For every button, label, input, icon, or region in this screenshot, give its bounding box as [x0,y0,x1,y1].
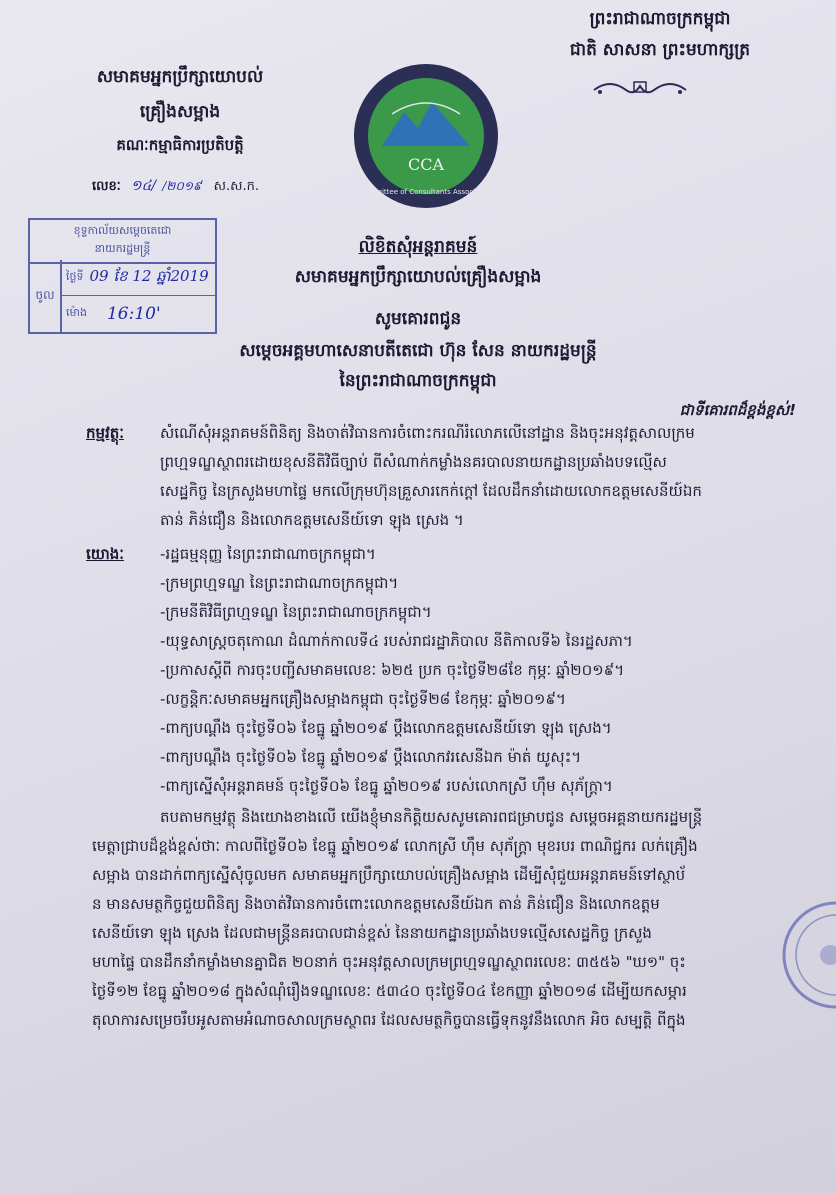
addressee-name: សម្តេចអគ្គមហាសេនាបតីតេជោ ហ៊ុន សែន នាយករដ្ឋមន្ត្រី [239,341,597,361]
body-line: តបតាមកម្មវត្ថុ និងយោងខាងលើ យើងខ្ញុំមានកិត្តិយសសូមគោរពជម្រាបជូន សម្តេចអគ្គនាយករដ្ឋមន្ត្រី [160,808,703,826]
body-line: ថ្ងៃទី១២ ខែធ្នូ ឆ្នាំ២០១៨ ក្នុងសំណុំរឿងទណ្ឌលេខៈ ៥៣៤០ ចុះថ្ងៃទី០៤ ខែកញ្ញា ឆ្នាំ២០១៨ ដើម្បីយកសម្ភារ [92,982,687,1000]
addressee-country: នៃព្រះរាជាណាចក្រកម្ពុជា [339,371,497,391]
reference-year: /២០១៩ [162,179,202,193]
logo-label: CCA [407,155,445,174]
org-header [60,66,300,158]
stamp-time-label: ម៉ោង [66,305,87,319]
stamp-date-value: 09 ខែ 12 ឆ្នាំ2019 [89,266,209,285]
subject-line: ព្រហ្មទណ្ឌស្ថាពរដោយខុសនីតិវិធីច្បាប់ ពីសំណាក់កម្លាំងនគរបាលនាយកដ្ឋានប្រឆាំងបទល្មើស [160,453,667,471]
reference-item: -ពាក្យស្នើសុំអន្តរាគមន៍ ចុះថ្ងៃទី០៦ ខែធ្នូ ឆ្នាំ២០១៩ របស់លោកស្រី ហ៊ឹម សុភ័ក្ត្រា។ [160,777,613,795]
logo-ring-text: Committee of Consultants Association [359,188,493,196]
body-line: សម្អាង បានដាក់ពាក្យស្នើសុំចូលមក សមាគមអ្នកប្រឹក្សាយោបល់គ្រឿងសម្អាង ដើម្បីសុំជួយអន្តរាគមន៍ទៅស្ថាប័ [92,866,686,884]
stamp-side-label: ចូល [30,260,62,332]
cca-logo [352,62,500,210]
reference-item: -ក្រមនីតិវិធីព្រហ្មទណ្ឌ នៃព្រះរាជាណាចក្រកម្ពុជា។ [160,603,432,621]
reference-item: -យុទ្ធសាស្ត្រចតុកោណ ដំណាក់កាលទី៤ របស់រាជរដ្ឋាភិបាល នីតិកាលទី៦ នៃរដ្ឋសភា។ [160,632,633,650]
reference-item: -រដ្ឋធម្មនុញ្ញ នៃព្រះរាជាណាចក្រកម្ពុជា។ [160,545,376,563]
addressee-intro: សូមគោរពជូន [374,309,462,329]
subject-line: សេដ្ឋកិច្ច នៃក្រសួងមហាផ្ទៃ មកលើក្រុមហ៊ុនគ្រួសារកេក់ក្តៅ ដែលដឹកនាំដោយលោកឧត្តមសេនីយ៍ឯក [160,482,702,500]
body-line: មេត្តាជ្រាបដ៏ខ្ពង់ខ្ពស់ថាៈ កាលពីថ្ងៃទី០៦ ខែធ្នូ ឆ្នាំ២០១៩ លោកស្រី ហ៊ឹម សុភ័ក្ត្រា មុខរបរ ពាណិជ្ជករ លក់គ្រឿង [92,837,698,855]
partial-seal-icon [776,900,836,1010]
reference-item: -ក្រមព្រហ្មទណ្ឌ នៃព្រះរាជាណាចក្រកម្ពុជា។ [160,574,399,592]
letter-title: លិខិតសុំអន្តរាគមន៍ [358,237,478,257]
reference-handwritten: ១៤/ [130,178,157,194]
stamp-office: ខុទ្ទកាល័យសម្តេចតេជោ [73,224,172,237]
body-line: ន មានសមត្ថកិច្ចជួយពិនិត្យ និងចាត់វិធានការចំពោះលោកឧត្តមសេនីយ៍ឯក តាន់ ភិន់ជឿន និងលោកឧត្តម [92,895,660,913]
stamp-date-label: ថ្ងៃទី [66,269,84,283]
reference-item: -ប្រកាសស្តីពី ការចុះបញ្ជីសមាគមលេខៈ ៦២៥ ប្រក ចុះថ្ងៃទី២៨ខែ កុម្ភៈ ឆ្នាំ២០១៩។ [160,661,625,679]
ornament-flourish-icon [590,76,690,98]
subject-line: តាន់ ភិន់ជឿន និងលោកឧត្តមសេនីយ៍ទោ ឡុង ស្រេង ។ [160,511,464,529]
reference-item: -ពាក្យបណ្តឹង ចុះថ្ងៃទី០៦ ខែធ្នូ ឆ្នាំ២០១៩ ប្តឹងលោកវរសេនីឯក ម៉ាត់ យូសុះ។ [160,748,582,766]
reference-item: -ពាក្យបណ្តឹង ចុះថ្ងៃទី០៦ ខែធ្នូ ឆ្នាំ២០១៩ ប្តឹងលោកឧត្តមសេនីយ៍ទោ ឡុង ស្រេង។ [160,719,612,737]
body-line: សេនីយ៍ទោ ឡុង ស្រេង ដែលជាមន្ត្រីនគរបាលជាន់ខ្ពស់ នៃនាយកដ្ឋានប្រឆាំងបទល្មើសសេដ្ឋកិច្ច ក្រសួង [92,924,652,942]
references-label: យោងៈ [86,545,124,563]
reference-item: -លក្ខន្តិកៈសមាគមអ្នកគ្រឿងសម្អាងកម្ពុជា ចុះថ្ងៃទី២៨ ខែកុម្ភៈ ឆ្នាំ២០១៩។ [160,690,566,708]
receipt-stamp [28,218,217,334]
body-line: តុលាការសម្រេចរឹបអូសតាមអំណាចសាលក្រមស្ថាពរ ដែលសមត្ថកិច្ចបានធ្វើទុកនូវនឹងលោក អិច សម្បត្តិ ពីក្នុង [92,1011,686,1029]
org-name-line2: គ្រឿងសម្អាង [139,102,221,122]
reference-suffix: ស.ស.ក. [213,179,259,194]
body-line: មហាផ្ទៃ បានដឹកនាំកម្លាំងមានគ្នាជិត ២០នាក់ ចុះអនុវត្តសាលក្រមព្រហ្មទណ្ឌស្ថាពរលេខៈ ៣៥៥៦ "ឃ១" ចុះ [92,953,686,971]
subject-line: សំណើសុំអន្តរាគមន៍ពិនិត្យ និងចាត់វិធានការចំពោះករណីរំលោភលើនៅដ្ឋាន និងចុះអនុវត្តសាលក្រម [160,424,695,442]
kingdom-title: ព្រះរាជាណាចក្រកម្ពុជា [589,9,731,29]
stamp-time-row [62,296,215,331]
stamp-time-value: 16:10' [106,303,161,324]
stamp-office-line2: នាយករដ្ឋមន្ត្រី [94,242,151,255]
letter-org-line: សមាគមអ្នកប្រឹក្សាយោបល់គ្រឿងសម្អាង [294,267,542,287]
stamp-title [30,220,215,264]
stamp-date-row [62,260,215,296]
reference-prefix: លេខៈ [92,179,121,194]
subject-label: កម្មវត្ថុៈ [86,424,124,442]
salutation: ជាទីគោរពដ៏ខ្ពង់ខ្ពស់! [679,401,796,419]
org-name: សមាគមអ្នកប្រឹក្សាយោបល់ [96,67,264,87]
kingdom-header [500,8,820,64]
org-committee: គណៈកម្មាធិការប្រតិបត្តិ [116,136,244,154]
kingdom-motto: ជាតិ សាសនា ព្រះមហាក្សត្រ [569,40,751,60]
reference-number [92,176,259,197]
